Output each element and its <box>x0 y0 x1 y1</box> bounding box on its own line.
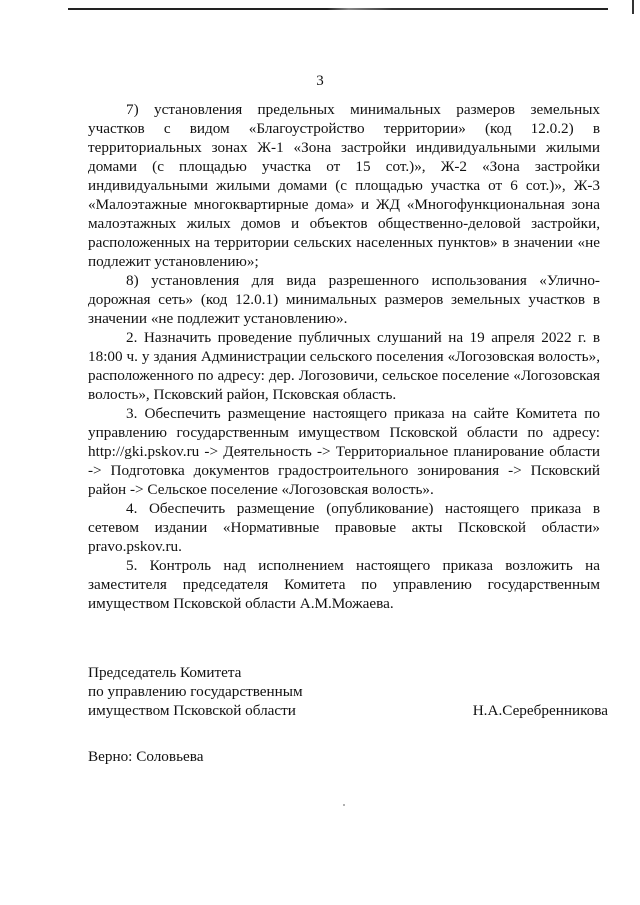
paragraph-item-8: 8) установления для вида разрешенного использования «Улично-дорожная сеть» (код 12.0.1) минимальных размеров земельных участков в значении «не подлежит установлению». <box>88 272 600 327</box>
paragraph-clause-2: 2. Назначить проведение публичных слушаний на 19 апреля 2022 г. в 18:00 ч. у здания Администрации сельского поселения «Логозовская волость», расположенного по адресу: дер. Логозовичи, сельское поселение «Логозовская волость», Псковский район, Псковская область. <box>88 329 600 403</box>
paragraph-clause-3: 3. Обеспечить размещение настоящего приказа на сайте Комитета по управлению государственным имуществом Псковской области по адресу: http://gki.pskov.ru -> Деятельность -> Территориальное планирование области -> Подготовка документов градостроительного зонирования -> Псковский район -> Сельское поселение «Логозовская волость». <box>88 405 600 498</box>
document-body <box>88 100 600 613</box>
paragraph-item-7: 7) установления предельных минимальных размеров земельных участков с видом «Благоустройство территории» (код 12.0.2) в территориальных зонах Ж-1 «Зона застройки индивидуальными жилыми домами (с площадью участка от 15 сот.)», Ж-2 «Зона застройки индивидуальными жилыми домами (с площадью участка от 6 сот.)», Ж-3 «Малоэтажные многоквартирные дома» и ЖД «Многофункциональная зона малоэтажных жилых домов и объектов общественно-деловой застройки, расположенных на территории сельских населенных пунктов» в значении «не подлежит установлению»; <box>88 101 600 270</box>
scan-speck <box>343 804 345 806</box>
signatory-title-line: Председатель Комитета <box>88 664 242 681</box>
signatory-title-line: имуществом Псковской области <box>88 702 296 719</box>
signatory-title-line: по управлению государственным <box>88 683 303 700</box>
paragraph-clause-5: 5. Контроль над исполнением настоящего приказа возложить на заместителя председателя Комитета по управлению государственным имуществом Псковской области А.М.Можаева. <box>88 557 600 612</box>
signature-block <box>88 663 608 720</box>
signatory-name: Н.А.Серебренникова <box>472 702 608 719</box>
certified-copy-note: Верно: Соловьева <box>88 748 204 765</box>
scan-edge-mark <box>632 0 634 14</box>
paragraph-clause-4: 4. Обеспечить размещение (опубликование) настоящего приказа в сетевом издании «Нормативные правовые акты Псковской области» pravo.pskov.ru. <box>88 500 600 555</box>
scan-border-line <box>68 8 608 10</box>
page-number: 3 <box>316 73 324 89</box>
